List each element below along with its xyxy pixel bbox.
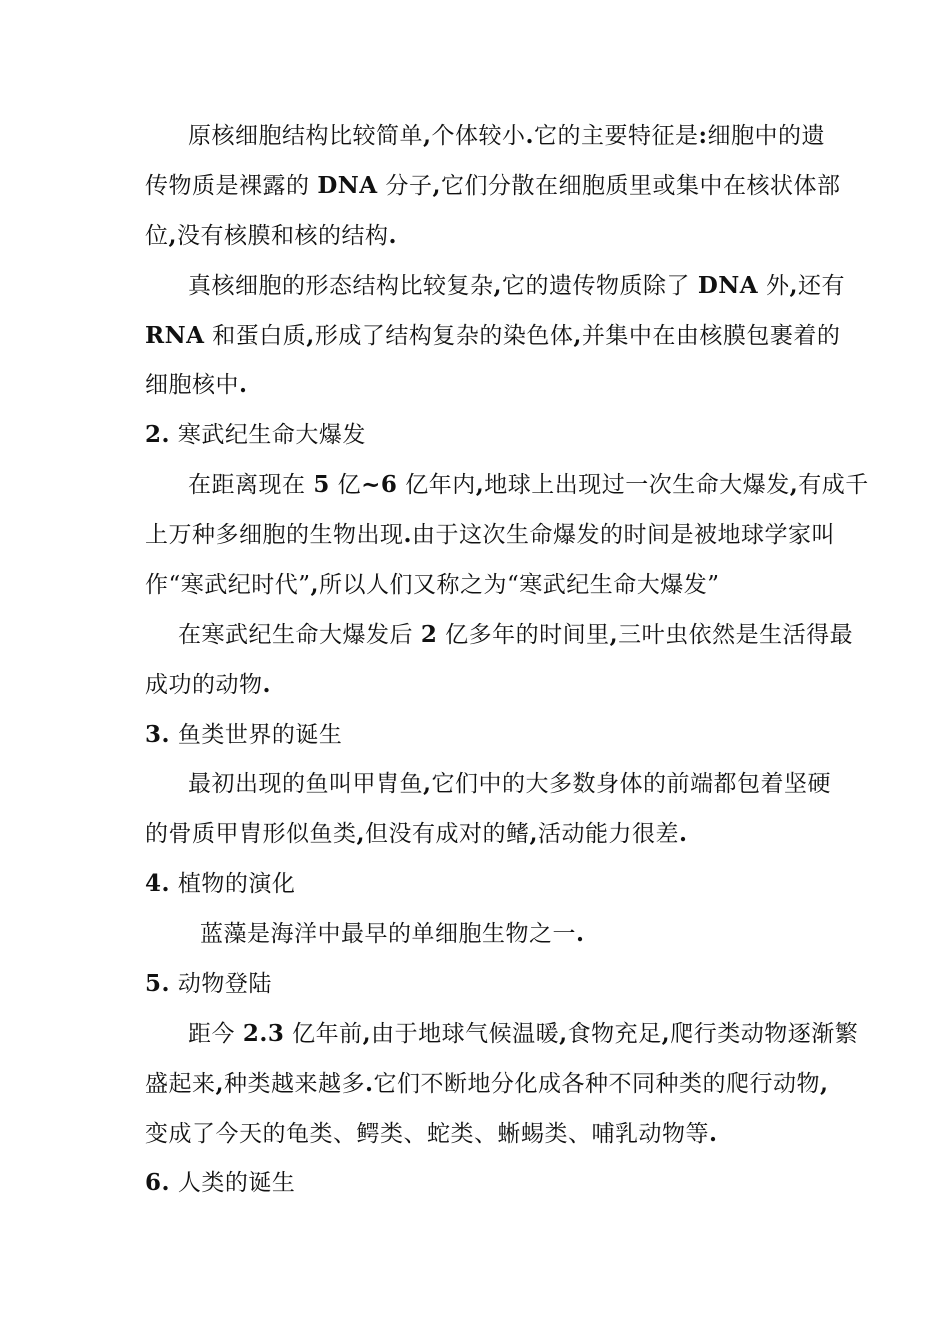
paragraph-line: 成功的动物. <box>145 671 272 698</box>
section-heading: 2. 寒武纪生命大爆发 <box>145 421 366 448</box>
paragraph-line: RNA 和蛋白质,形成了结构复杂的染色体,并集中在由核膜包裹着的 <box>145 322 841 349</box>
paragraph-line: 上万种多细胞的生物出现.由于这次生命爆发的时间是被地球学家叫 <box>145 521 836 548</box>
paragraph-line: 原核细胞结构比较简单,个体较小.它的主要特征是:细胞中的遗 <box>188 122 826 149</box>
paragraph-line: 蓝藻是海洋中最早的单细胞生物之一. <box>200 920 585 947</box>
paragraph-line: 的骨质甲胄形似鱼类,但没有成对的鳍,活动能力很差. <box>145 820 688 847</box>
paragraph-line: 最初出现的鱼叫甲胄鱼,它们中的大多数身体的前端都包着坚硬 <box>188 770 832 797</box>
paragraph-line: 传物质是裸露的 DNA 分子,它们分散在细胞质里或集中在核状体部 <box>145 172 841 199</box>
paragraph-line: 在距离现在 5 亿~6 亿年内,地球上出现过一次生命大爆发,有成千 <box>188 471 869 498</box>
paragraph-line: 细胞核中. <box>145 371 248 398</box>
section-heading: 5. 动物登陆 <box>145 970 272 997</box>
section-heading: 3. 鱼类世界的诞生 <box>145 721 343 748</box>
paragraph-line: 作“寒武纪时代”,所以人们又称之为“寒武纪生命大爆发” <box>145 571 720 598</box>
paragraph-line: 位,没有核膜和核的结构. <box>145 222 398 249</box>
paragraph-line: 距今 2.3 亿年前,由于地球气候温暖,食物充足,爬行类动物逐渐繁 <box>188 1020 859 1047</box>
paragraph-line: 盛起来,种类越来越多.它们不断地分化成各种不同种类的爬行动物, <box>145 1070 829 1097</box>
section-heading: 6. 人类的诞生 <box>145 1169 296 1196</box>
section-heading: 4. 植物的演化 <box>145 870 296 897</box>
paragraph-line: 在寒武纪生命大爆发后 2 亿多年的时间里,三叶虫依然是生活得最 <box>178 621 854 648</box>
paragraph-line: 变成了今天的龟类、鳄类、蛇类、蜥蜴类、哺乳动物等. <box>145 1120 718 1147</box>
paragraph-line: 真核细胞的形态结构比较复杂,它的遗传物质除了 DNA 外,还有 <box>188 272 845 299</box>
